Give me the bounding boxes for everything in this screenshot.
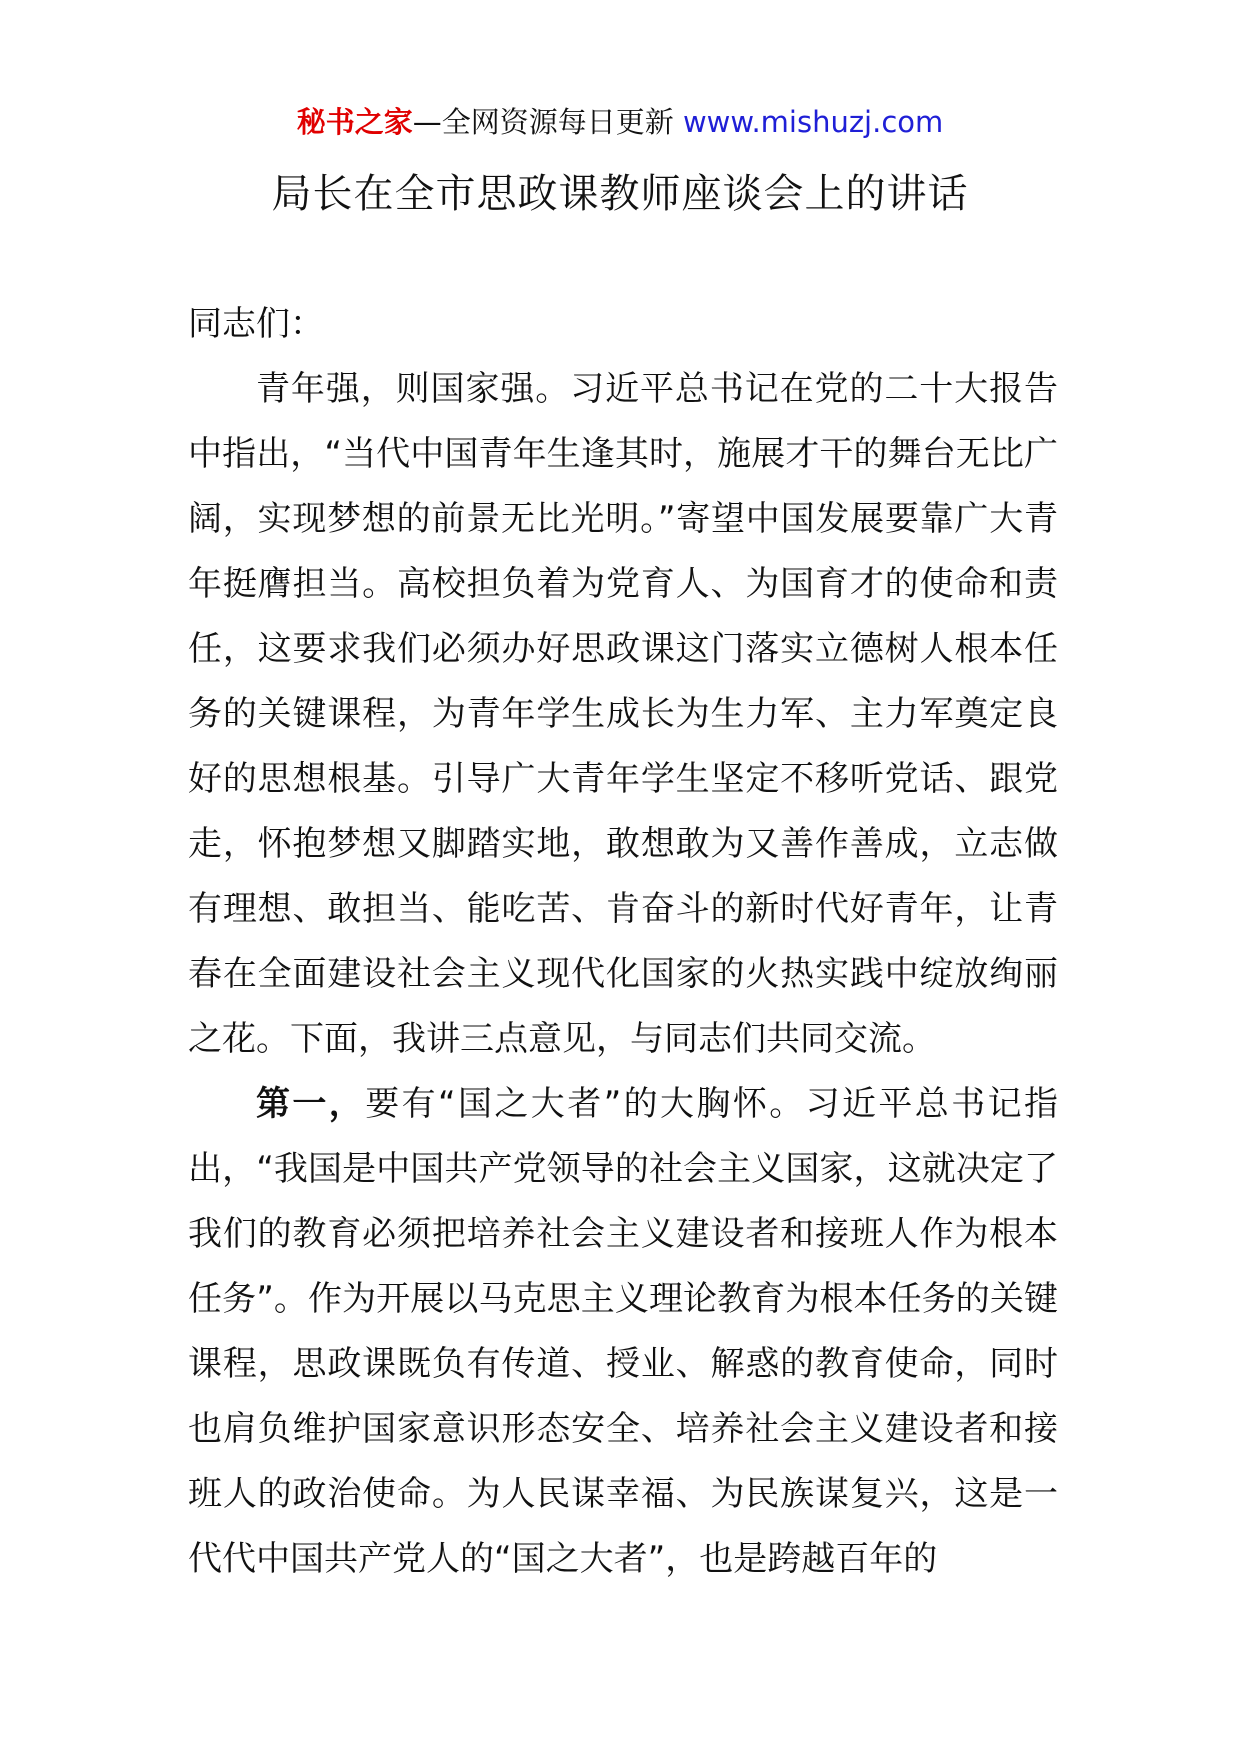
site-header: [0, 100, 1240, 144]
paragraph-2: [188, 1072, 1058, 1592]
paragraph-2-lead: 第一，: [256, 1084, 366, 1124]
document-body: [188, 292, 1058, 1592]
salutation: 同志们：: [188, 304, 324, 344]
site-brand: 秘书之家: [296, 105, 413, 139]
paragraph-1: 青年强，则国家强。习近平总书记在党的二十大报告中指出，“当代中国青年生逢其时，施展才干的舞台无比广阔，实现梦想的前景无比光明。”寄望中国发展要靠广大青年挺膺担当。高校担负着为党育人、为国育才的使命和责任，这要求我们必须办好思政课这门落实立德树人根本任务的关键课程，为青年学生成长为生力军、主力军奠定良好的思想根基。引导广大青年学生坚定不移听党话、跟党走，怀抱梦想又脚踏实地，敢想敢为又善作善成，立志做有理想、敢担当、能吃苦、肯奋斗的新时代好青年，让青春在全面建设社会主义现代化国家的火热实践中绽放绚丽之花。下面，我讲三点意见，与同志们共同交流。: [188, 369, 1058, 1059]
site-url-link[interactable]: www.mishuzj.com: [682, 105, 944, 139]
document-title: 局长在全市思政课教师座谈会上的讲话: [271, 171, 969, 217]
site-tagline: —全网资源每日更新: [412, 105, 674, 139]
paragraph-2-text: 要有“国之大者”的大胸怀。习近平总书记指出，“我国是中国共产党领导的社会主义国家，这就决定了我们的教育必须把培养社会主义建设者和接班人作为根本任务”。作为开展以马克思主义理论教育为根本任务的关键课程，思政课既负有传道、授业、解惑的教育使命，同时也肩负维护国家意识形态安全、培养社会主义建设者和接班人的政治使命。为人民谋幸福、为民族谋复兴，这是一代代中国共产党人的“国之大者”，也是跨越百年的: [188, 1084, 1059, 1579]
